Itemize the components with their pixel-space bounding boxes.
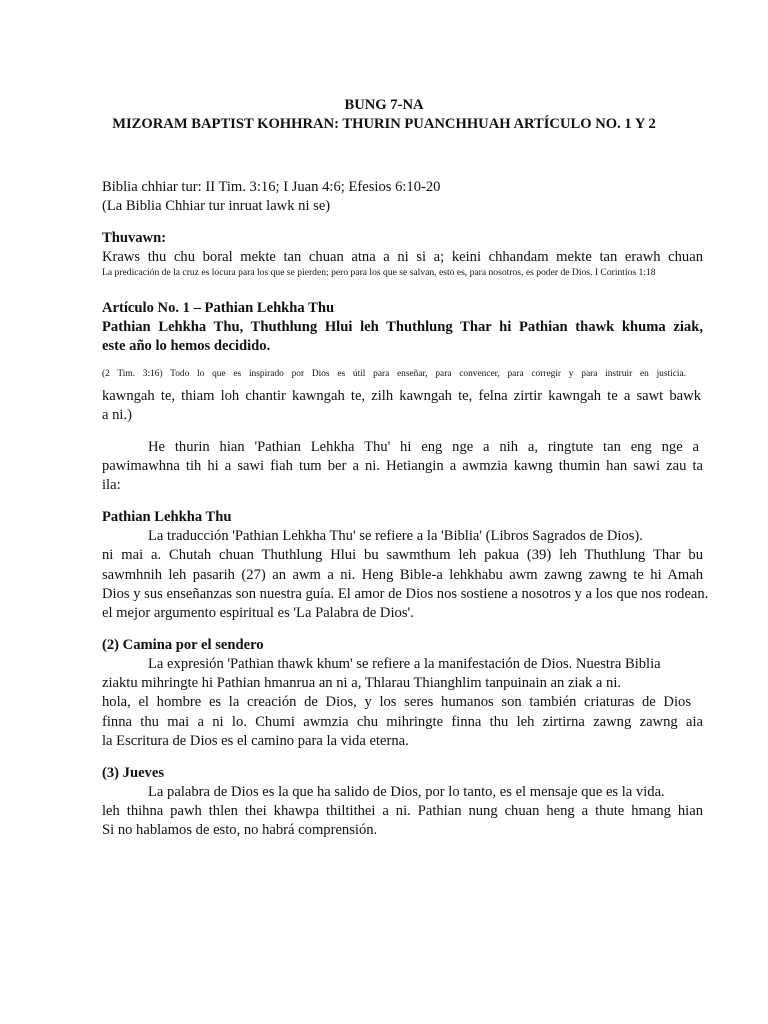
article-bold-line: Pathian Lehkha Thu, Thuthlung Hlui leh Thuthlung Thar hi Pathian thawk khuma ziak, xyxy=(102,319,703,335)
section-text-line: La palabra de Dios es la que ha salido de Dios, por lo tanto, es el mensaje que es la vida. xyxy=(148,784,665,800)
reading-line: Biblia chhiar tur: II Tim. 3:16; I Juan 4:6; Efesios 6:10-20 xyxy=(102,179,441,195)
section-heading: (3) Jueves xyxy=(102,765,165,781)
page-subtitle: MIZORAM BAPTIST KOHHRAN: THURIN PUANCHHUAH ARTÍCULO NO. 1 Y 2 xyxy=(112,116,656,132)
section-heading: Pathian Lehkha Thu xyxy=(102,509,232,525)
section-text-line: leh thihna pawh thlen thei khawpa thiltithei a ni. Pathian nung chuan heng a thute hmang hian xyxy=(102,803,703,819)
section-text-line: la Escritura de Dios es el camino para la vida eterna. xyxy=(102,733,409,749)
article-bold-line: este año lo hemos decidido. xyxy=(102,338,271,354)
section-text-line: Si no hablamos de esto, no habrá comprensión. xyxy=(102,822,378,838)
section-text-line: ni mai a. Chutah chuan Thuthlung Hlui bu sawmthum leh pakua (39) leh Thuthlung Thar bu xyxy=(102,547,703,563)
section-text-line: sawmhnih leh pasarih (27) an awm a ni. Heng Bible-a lehkhabu awm zawng zawng te hi Amah xyxy=(102,567,703,583)
section-text-line: hola, el hombre es la creación de Dios, y los seres humanos son también criaturas de Dios xyxy=(102,694,691,710)
article-heading: Artículo No. 1 – Pathian Lehkha Thu xyxy=(102,300,335,316)
section-text-line: el mejor argumento espiritual es 'La Palabra de Dios'. xyxy=(102,605,414,621)
section-text-line: Dios y sus enseñanzas son nuestra guía. El amor de Dios nos sostiene a nosotros y a los que nos rodean. xyxy=(102,586,709,602)
article-text-line: a ni.) xyxy=(102,407,132,423)
section-heading: (2) Camina por el sendero xyxy=(102,637,264,653)
paragraph-line: pawimawhna tih hi a sawi fiah tum ber a ni. Hetiangin a awmzia kawng thumin han sawi zau ta xyxy=(102,458,703,474)
paragraph-line: ila: xyxy=(102,477,121,493)
page-title: BUNG 7-NA xyxy=(344,97,424,113)
section-text-line: La traducción 'Pathian Lehkha Thu' se refiere a la 'Biblia' (Libros Sagrados de Dios). xyxy=(148,528,643,544)
reading-note: (La Biblia Chhiar tur inruat lawk ni se) xyxy=(102,198,331,214)
section-text-line: La expresión 'Pathian thawk khum' se refiere a la manifestación de Dios. Nuestra Biblia xyxy=(148,656,661,672)
section-text-line: ziaktu mihringte hi Pathian hmanrua an ni a, Thlarau Thianghlim tanpuinain an ziak a ni. xyxy=(102,675,622,691)
paragraph-line: He thurin hian 'Pathian Lehkha Thu' hi eng nge a nih a, ringtute tan eng nge a xyxy=(148,439,699,455)
thuvawn-heading: Thuvawn: xyxy=(102,230,167,246)
article-scripture-note: (2 Tim. 3:16) Todo lo que es inspirado por Dios es útil para enseñar, para convencer, para corregir y para instruir en justicia. xyxy=(102,369,686,379)
thuvawn-note: La predicación de la cruz es locura para los que se pierden; pero para los que se salvan, esto es, para nosotros, es poder de Dios. I Corintios 1:18 xyxy=(102,267,656,278)
section-text-line: finna thu mai a ni lo. Chumi awmzia chu mihringte finna thu leh zirtirna zawng zawng aia xyxy=(102,714,703,730)
thuvawn-text: Kraws thu chu boral mekte tan chuan atna a ni si a; keini chhandam mekte tan erawh chuan xyxy=(102,249,703,265)
article-text-line: kawngah te, thiam loh chantir kawngah te, zilh kawngah te, felna zirtir kawngah te a sawt bawk xyxy=(102,388,701,404)
